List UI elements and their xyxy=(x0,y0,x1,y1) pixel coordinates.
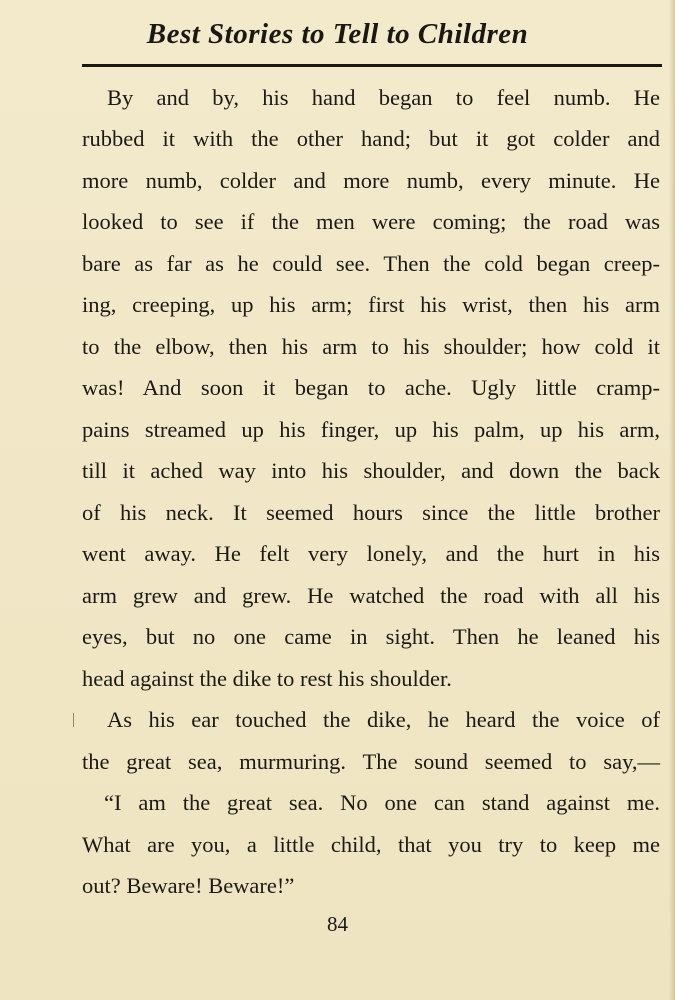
page-edge-shadow xyxy=(669,0,675,1000)
text-line: out? Beware! Beware!” xyxy=(82,873,295,898)
text-line: of his neck. It seemed hours since the little brother xyxy=(82,500,660,525)
page-number: 84 xyxy=(327,912,348,936)
text-line: rubbed it with the other hand; but it got colder and xyxy=(82,126,660,151)
text-line: more numb, colder and more numb, every minute. He xyxy=(82,168,660,193)
text-line: arm grew and grew. He watched the road with all his xyxy=(82,583,660,608)
text-line: till it ached way into his shoulder, and down the back xyxy=(82,458,660,483)
text-line: As his ear touched the dike, he heard the voice of xyxy=(107,707,660,732)
header-rule xyxy=(82,64,662,67)
text-line: eyes, but no one came in sight. Then he leaned his xyxy=(82,624,660,649)
text-line: went away. He felt very lonely, and the hurt in his xyxy=(82,541,660,566)
text-line: was! And soon it began to ache. Ugly little cramp- xyxy=(82,375,660,400)
text-line: “I am the great sea. No one can stand against me. xyxy=(104,790,660,815)
text-line: bare as far as he could see. Then the cold began creep- xyxy=(82,251,660,276)
text-line: ing, creeping, up his arm; first his wrist, then his arm xyxy=(82,292,660,317)
margin-mark xyxy=(73,713,74,727)
running-header-title: Best Stories to Tell to Children xyxy=(146,18,529,50)
text-line: to the elbow, then his arm to his shoulder; how cold it xyxy=(82,334,660,359)
text-line: head against the dike to rest his shoulder. xyxy=(82,666,452,691)
text-line: By and by, his hand began to feel numb. He xyxy=(107,85,660,110)
text-line: What are you, a little child, that you try to keep me xyxy=(82,832,660,857)
text-line: pains streamed up his finger, up his palm, up his arm, xyxy=(82,417,660,442)
text-line: looked to see if the men were coming; the road was xyxy=(82,209,660,234)
text-line: the great sea, murmuring. The sound seemed to say,— xyxy=(82,749,660,774)
